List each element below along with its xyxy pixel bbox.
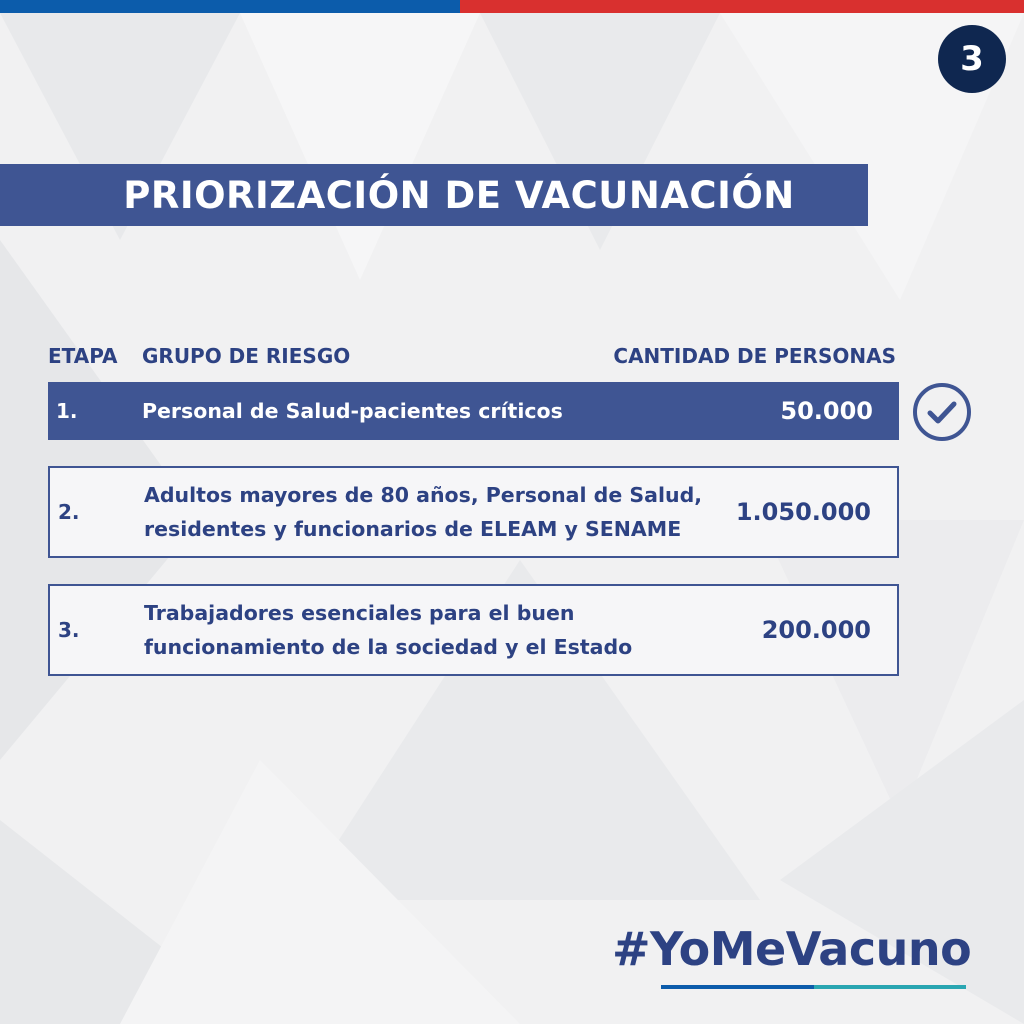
row-grupo-line: Trabajadores esenciales para el buen [144, 601, 575, 625]
title-banner [0, 164, 868, 226]
table-row [48, 382, 899, 440]
table-row [48, 466, 899, 558]
hashtag: #YoMeVacuno [612, 922, 972, 976]
column-header-grupo: GRUPO DE RIESGO [142, 344, 351, 368]
table-row [48, 584, 899, 676]
row-grupo [144, 596, 717, 664]
column-header-etapa: ETAPA [48, 344, 118, 368]
page-number-badge: 3 [938, 25, 1006, 93]
row-cantidad: 50.000 [780, 397, 873, 425]
row-cantidad: 1.050.000 [735, 498, 871, 526]
row-grupo-line: Adultos mayores de 80 años, Personal de Salud, [144, 483, 703, 507]
flag-bar-blue [0, 0, 460, 13]
flag-bar [0, 0, 1024, 13]
row-etapa: 1. [56, 399, 78, 423]
flag-bar-red [460, 0, 1024, 13]
row-etapa: 2. [58, 500, 80, 524]
page-title: PRIORIZACIÓN DE VACUNACIÓN [123, 173, 795, 217]
row-grupo: Personal de Salud-pacientes críticos [142, 399, 563, 423]
row-grupo-line: funcionamiento de la sociedad y el Estado [144, 635, 633, 659]
check-circle-icon [912, 382, 972, 442]
row-grupo [144, 478, 717, 546]
row-cantidad: 200.000 [761, 616, 871, 644]
row-etapa: 3. [58, 618, 80, 642]
hashtag-underline [661, 985, 966, 989]
column-header-cantidad: CANTIDAD DE PERSONAS [613, 344, 896, 368]
row-grupo-line: residentes y funcionarios de ELEAM y SENAME [144, 517, 682, 541]
